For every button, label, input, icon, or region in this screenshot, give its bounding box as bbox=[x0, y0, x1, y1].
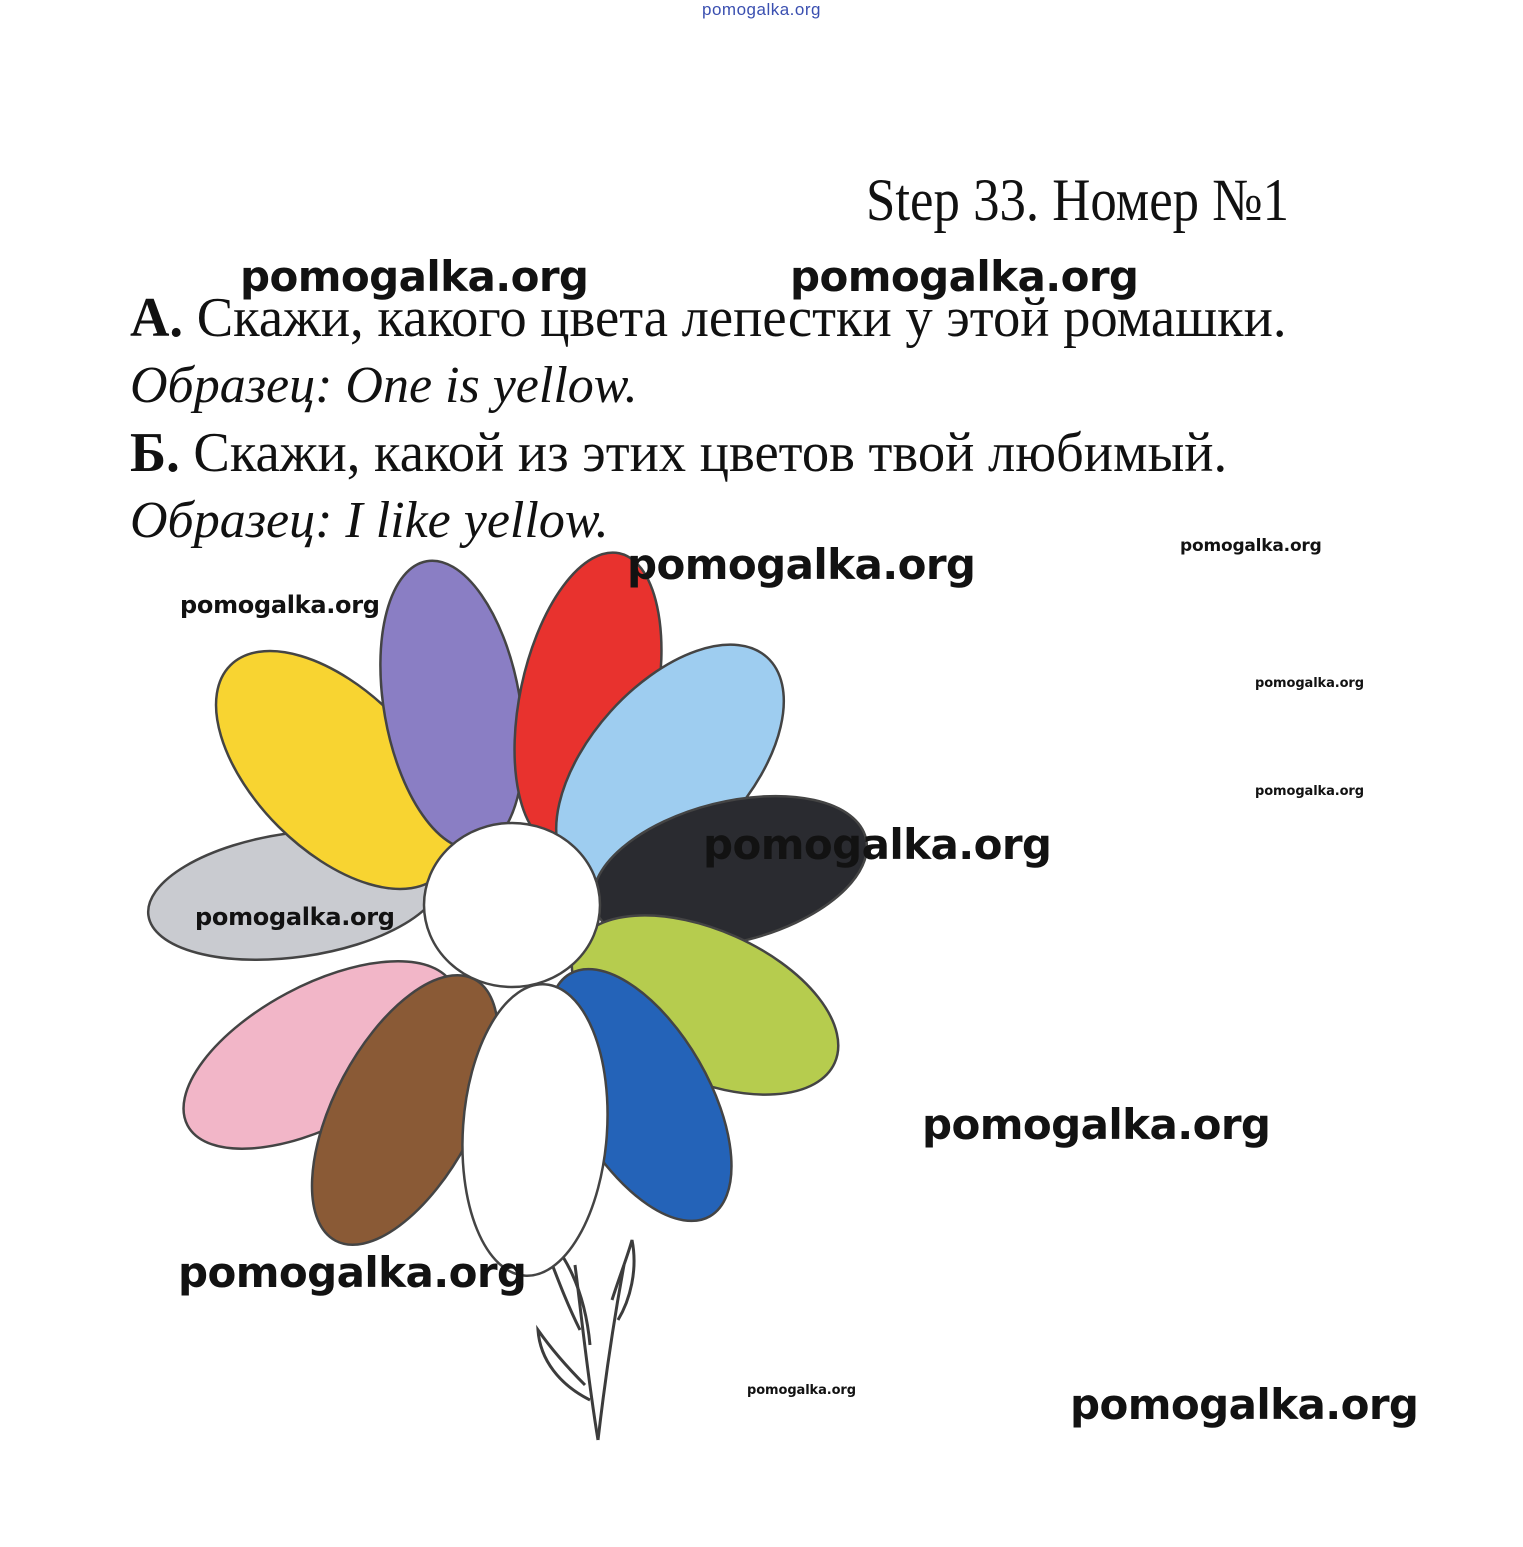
task-b-marker: Б. bbox=[130, 422, 180, 484]
task-b-sample: Образец: I like yellow. bbox=[130, 492, 609, 549]
page-title: Step 33. Номер №1 bbox=[866, 167, 1290, 233]
watermark-text: pomogalka.org bbox=[1070, 1380, 1419, 1429]
flower-center bbox=[424, 823, 600, 987]
task-a-text: Скажи, какого цвета лепестки у этой ромашки. bbox=[183, 287, 1287, 349]
watermark-text: pomogalka.org bbox=[922, 1100, 1271, 1149]
watermark-text: pomogalka.org bbox=[703, 820, 1052, 869]
watermark-text: pomogalka.org bbox=[627, 540, 976, 589]
watermark-text: pomogalka.org bbox=[790, 252, 1139, 301]
watermark-text: pomogalka.org bbox=[1255, 784, 1364, 799]
watermark-text: pomogalka.org bbox=[195, 903, 395, 931]
watermark-text: pomogalka.org bbox=[180, 591, 380, 619]
watermark-text: pomogalka.org bbox=[240, 252, 589, 301]
watermark-text: pomogalka.org bbox=[747, 1383, 856, 1398]
watermark-text: pomogalka.org bbox=[1255, 676, 1364, 691]
watermark-text: pomogalka.org bbox=[178, 1248, 527, 1297]
header-watermark: pomogalka.org bbox=[702, 0, 821, 19]
task-a-marker: А. bbox=[130, 287, 184, 349]
task-b-text: Скажи, какой из этих цветов твой любимый. bbox=[179, 422, 1228, 484]
task-a-sample: Образец: One is yellow. bbox=[130, 357, 638, 414]
watermark-text: pomogalka.org bbox=[1180, 536, 1322, 556]
